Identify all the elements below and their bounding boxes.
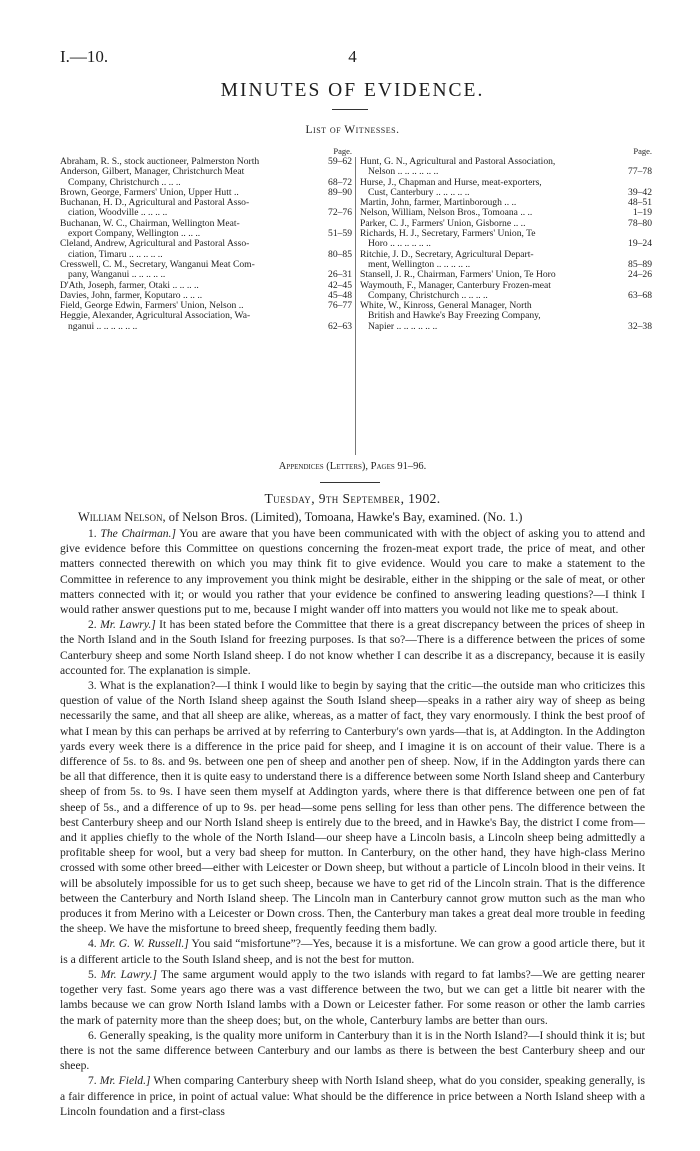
witness-text: Davies, John, farmer, Koputaro .. .. .. — [60, 289, 203, 301]
witness-pages: 48–51 — [628, 197, 652, 209]
witness-text-continued: Company, Christchurch .. .. .. .. — [368, 289, 488, 301]
paragraph-text: When comparing Canterbury sheep with North Island sheep, what do you consider, speaking generally, is a fair difference in price, in point of actual value: What should be the difference in price between a North Island sheep with a Lincoln foundation and a first-class — [60, 1074, 645, 1118]
witness-text: Parker, C. J., Farmers' Union, Gisborne .. .. — [360, 217, 526, 229]
document-title: MINUTES OF EVIDENCE. — [220, 80, 485, 101]
witness-entry — [60, 198, 352, 219]
witness-entry — [360, 281, 652, 302]
witness-text: Field, George Edwin, Farmers' Union, Nelson .. — [60, 300, 244, 312]
evidence-paragraph — [60, 1073, 645, 1119]
witness-list-heading: List of Witnesses. — [305, 124, 400, 136]
witness-text: Heggie, Alexander, Agricultural Association, Wa- — [60, 310, 251, 322]
witness-pages: 45–48 — [328, 289, 352, 301]
page-number: 4 — [348, 47, 357, 66]
witness-text: D'Ath, Joseph, farmer, Otaki .. .. .. .. — [60, 279, 199, 291]
witness-pages: 72–76 — [328, 207, 352, 219]
witness-entry — [60, 167, 352, 188]
witness-column-left — [60, 145, 352, 332]
witness-text: Stansell, J. R., Chairman, Farmers' Union, Te Horo — [360, 269, 556, 281]
paragraph-text: Generally speaking, is the quality more uniform in Canterbury than it is in the North Island?—I should think it is; but there is not the same difference between Canterbury and our lambs as there is between the best Canterbury sheep and our sheep. — [60, 1028, 645, 1073]
witness-pages: 62–63 — [328, 320, 352, 332]
witness-entry — [360, 301, 652, 332]
witness-text: Anderson, Gilbert, Manager, Christchurch Meat — [60, 166, 245, 178]
evidence-paragraph — [60, 1028, 645, 1074]
witness-pages: 42–45 — [328, 279, 352, 291]
evidence-paragraph — [60, 936, 645, 966]
speaker-name: The Chairman.] — [100, 527, 176, 540]
evidence-paragraph — [60, 617, 645, 678]
witness-text: Hunt, G. N., Agricultural and Pastoral Association, — [360, 156, 556, 167]
witness-text: Brown, George, Farmers' Union, Upper Hutt .. — [60, 186, 239, 198]
witness-entry — [360, 178, 652, 199]
sitting-date: Tuesday, 9th September, 1902. — [264, 491, 441, 506]
page-column-label: Page. — [333, 146, 352, 156]
witness-entry — [360, 229, 652, 250]
witness-text: Abraham, R. S., stock auctioneer, Palmerston North — [60, 156, 260, 167]
witness-pages: 1–19 — [632, 207, 652, 219]
witness-pages: 78–80 — [628, 217, 652, 229]
witness-text-continued: Cust, Canterbury .. .. .. .. .. — [368, 186, 470, 198]
speaker-name: Mr. Lawry.] — [100, 967, 158, 981]
witness-text: Cleland, Andrew, Agricultural and Pastoral Asso- — [60, 238, 250, 250]
witness-text: Hurse, J., Chapman and Hurse, meat-exporters, — [360, 176, 542, 188]
paragraph-text: What is the explanation?—I think I would like to begin by saying that the critic—the outside man who criticizes this question of value of the North Island sheep against the South Island sheep—speaks in a rather airy way of sheep as being necessarily the same, and that all sheep are alike, whereas, as a matter of fact, they vary enormously. I think the best proof of what I mean by this can perhaps be arrived at by referring to Canterbury's own yards—that is, at Addington. In the Addington yards every week there is a difference in the price paid for sheep, and I imagine it is on account of their value. There is a difference of 5s. to 8s. and 9s. between one pen of sheep and another pen of sheep. Now, if in the Addington yards there can be all that difference, then it is quite easy to understand there is a difference between some North Island sheep and Canterbury sheep of from 5s. to 9s. I have seen them myself at Addington yards, where there is that difference between one pen of fat sheep of 5s., and a difference of up to 9s. per head—some pens selling for less than other pens. The difference between the best Canterbury sheep and our North Island sheep is entirely due to the breed, and in Hawke's Bay, the district I come from—and it applies chiefly to the whole of the North Island—our sheep have a Lincoln basis, a Lincoln sheep being admittedly a profitable sheep for wool, but a very bad sheep for mutton. In Canterbury, on the other hand, they have high-class Merino crossed with some other breed—either with Leicester or Down sheep, but without a particle of Lincoln blood in their veins. It will be absolutely impossible for us to get such sheep, because we have to get rid of the Lincoln strain. That is the difference between the Canterbury and North Island sheep. The Lincoln man in Canterbury cannot grow mutton such as the man who produces it from Merino with a Leicester or Down cross. Then, the Canterbury man takes a great deal more trouble in feeding the sheep. We have the misfortune to breed sheep, frequently feeding them badly. — [60, 679, 645, 936]
witness-list — [60, 145, 652, 445]
witness-details: of Nelson Bros. (Limited), Tomoana, Hawke's Bay, examined. (No. 1.) — [168, 510, 523, 524]
witness-entry — [60, 239, 352, 260]
witness-entry — [60, 311, 352, 332]
evidence-body — [60, 526, 645, 1119]
witness-text-continued: export Company, Wellington .. .. .. — [68, 228, 201, 240]
witness-text: Ritchie, J. D., Secretary, Agricultural Depart- — [360, 248, 534, 260]
witness-text: Martin, John, farmer, Martinborough .. .. — [360, 197, 517, 209]
witness-text-continued: Horo .. .. .. .. .. .. — [368, 238, 431, 250]
witness-pages: 85–89 — [628, 258, 652, 270]
witness-pages: 51–59 — [328, 228, 352, 240]
witness-pages: 89–90 — [328, 186, 352, 198]
question-number: 3. — [88, 679, 97, 693]
question-number: 6. — [88, 1028, 97, 1042]
witness-pages: 77–78 — [628, 166, 652, 178]
witness-text-continued: Nelson .. .. .. .. .. .. — [368, 166, 439, 178]
paragraph-text: You are aware that you have been communicated with with the object of asking you to attend and give evidence before this Committee on questions concerning the frozen-meat export trade, the price of meat, and other matters connected therewith on which you may think fit to give evidence. Would you care to make a statement to the Committee in reference to any improvement you think might be desirable, either in the shipping or the sale of meat, or other matters connected with it; or would you rather that your evidence be confined to answering leading questions?—I think I would rather answer questions put to me, because I might wander off into matters you would not like me to speak about. — [60, 527, 645, 617]
page-column-label: Page. — [633, 146, 652, 156]
witness-text: Buchanan, H. D., Agricultural and Pastoral Asso- — [60, 197, 250, 209]
question-number: 7. — [88, 1074, 97, 1088]
witness-pages: 63–68 — [628, 289, 652, 301]
running-header — [60, 47, 645, 67]
witness-entry — [360, 157, 652, 178]
witness-text-continued: Company, Christchurch .. .. .. — [68, 176, 181, 188]
witness-text-continued: Napier .. .. .. .. .. .. — [368, 320, 438, 332]
witness-column-right — [360, 145, 652, 332]
witness-name: William Nelson, — [78, 510, 166, 524]
witness-text-continued: British and Hawke's Bay Freezing Company, — [368, 310, 541, 322]
witness-text-continued: ment, Wellington .. .. .. .. .. — [368, 258, 471, 270]
witness-text: Nelson, William, Nelson Bros., Tomoana .. .. — [360, 207, 533, 219]
paragraph-text: The same argument would apply to the two islands with regard to fat lambs?—We are getting nearer together very fast. Some years ago there was a vast difference between the two, but we can get a little bit nearer with the lambs because we can grow North Island lambs with a Down or Leicester father. For some reason or other the lamb carries the mark of paternity more than the sheep does; but, on the whole, Canterbury lambs are better than ours. — [60, 967, 645, 1027]
witness-pages: 68–72 — [328, 176, 352, 188]
speaker-name: Mr. Field.] — [99, 1074, 151, 1088]
question-number: 5. — [88, 967, 97, 981]
question-number: 1. — [88, 527, 97, 540]
witness-pages: 76–77 — [328, 300, 352, 312]
paragraph-text: It has been stated before the Committee that there is a great discrepancy between the prices of sheep in the North Island and in the South Island for freezing purposes. Is that so?—There is a difference between the prices of some Canterbury sheep and some North Island sheep. I do not know whether I can describe it as a discrepancy, because it is easily accounted for. The explanation is simple. — [60, 618, 645, 677]
witness-text: Cresswell, C. M., Secretary, Wanganui Meat Com- — [60, 258, 255, 270]
witness-introduction — [60, 510, 645, 525]
appendices-note: Appendices (Letters), Pages 91–96. — [278, 461, 427, 472]
witness-text-continued: nganui .. .. .. .. .. .. — [68, 320, 138, 332]
question-number: 2. — [88, 618, 97, 632]
witness-text: Richards, H. J., Secretary, Farmers' Union, Te — [360, 228, 536, 240]
witness-pages: 39–42 — [628, 186, 652, 198]
evidence-paragraph — [60, 967, 645, 1028]
section-rule — [320, 482, 380, 483]
title-rule — [332, 109, 368, 110]
witness-text-continued: pany, Wanganui .. .. .. .. .. — [68, 269, 166, 281]
witness-pages: 80–85 — [328, 248, 352, 260]
question-number: 4. — [88, 937, 97, 951]
report-reference: I.—10. — [60, 47, 109, 66]
evidence-paragraph — [60, 526, 645, 617]
paragraph-text: You said “misfortune”?—Yes, because it is a misfortune. We can grow a good article there, but it is a different article to the South Island sheep, and is not the best for mutton. — [60, 937, 645, 966]
witness-pages: 24–26 — [628, 269, 652, 281]
witness-text: Waymouth, F., Manager, Canterbury Frozen-meat — [360, 279, 551, 291]
witness-text: Buchanan, W. C., Chairman, Wellington Meat- — [60, 217, 240, 229]
witness-entry — [360, 250, 652, 271]
witness-text-continued: ciation, Timaru .. .. .. .. .. — [68, 248, 163, 260]
witness-entry — [60, 260, 352, 281]
witness-entry — [60, 219, 352, 240]
witness-text: White, W., Kinross, General Manager, North — [360, 300, 532, 312]
witness-pages: 32–38 — [628, 320, 652, 332]
witness-pages: 26–31 — [328, 269, 352, 281]
witness-pages: 19–24 — [628, 238, 652, 250]
witness-text-continued: ciation, Woodville .. .. .. .. — [68, 207, 168, 219]
witness-pages: 59–62 — [328, 156, 352, 167]
speaker-name: Mr. G. W. Russell.] — [99, 937, 189, 951]
evidence-paragraph — [60, 678, 645, 936]
speaker-name: Mr. Lawry.] — [100, 618, 156, 632]
column-divider — [355, 157, 356, 455]
